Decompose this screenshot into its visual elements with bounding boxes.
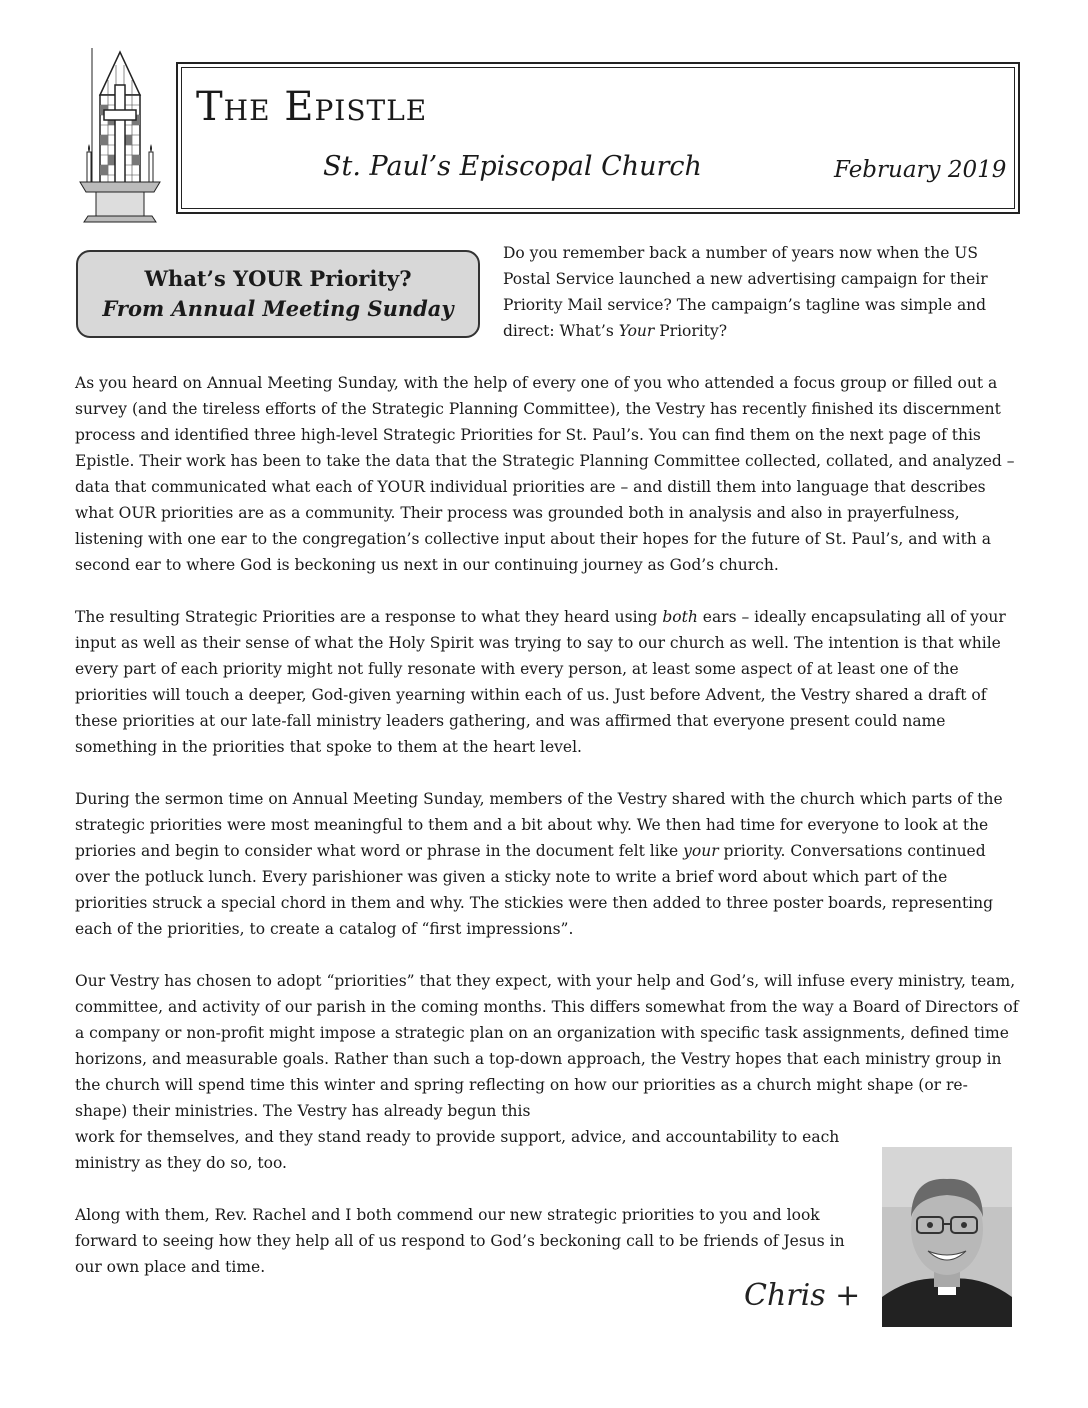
intro-text-end: Priority?	[654, 322, 728, 340]
paragraph-4	[75, 968, 1020, 1176]
paragraph-3-text: During the sermon time on Annual Meeting Sunday, members of the Vestry shared with the church which parts of the strategic priorities were most meaningful to them and a bit about why. We then had time for everyone to look at the priories and begin to consider what word or phrase in the document felt like	[75, 790, 1003, 860]
paragraph-4-text: Our Vestry has chosen to adopt “priorities” that they expect, with your help and God’s, will infuse every ministry, team, committee, and activity of our parish in the coming months. This differs somewhat from the way a Board of Directors of a company or non-profit might impose a strategic plan on an organization with specific task assignments, defined time horizons, and measurable goals. Rather than such a top-down approach, the Vestry hopes that each ministry group in the church will spend time this winter and spring reflecting on how our priorities as a church might shape (or re-shape) their ministries. The Vestry has already begun this	[75, 972, 1019, 1120]
church-window-logo	[70, 40, 170, 230]
paragraph-2	[75, 604, 1020, 760]
paragraph-3-text-end: priority. Conversations continued over the potluck lunch. Every parishioner was given a sticky note to write a brief word about which part of the priorities struck a special chord in them and why. The stickies were then added to three poster boards, representing each of the priorities, to create a catalog of “first impressions”.	[75, 842, 994, 938]
newsletter-title: The Epistle	[196, 84, 428, 130]
church-name: St. Paul’s Episcopal Church	[323, 151, 702, 182]
intro-emphasis: Your	[618, 322, 655, 340]
intro-text: Do you remember back a number of years now when the US Postal Service launched a new advertising campaign for their Priority Mail service? The campaign’s tagline was simple and direct: What’s	[503, 244, 988, 340]
paragraph-2-text: The resulting Strategic Priorities are a response to what they heard using	[75, 608, 663, 626]
article-title: What’s YOUR Priority?	[144, 266, 412, 291]
article-body	[75, 370, 1020, 1306]
article-heading-box	[76, 250, 480, 338]
paragraph-5: Along with them, Rev. Rachel and I both commend our new strategic priorities to you and look forward to seeing how they help all of us respond to God’s beckoning call to be friends of Jesus in our own place and time.	[75, 1206, 845, 1276]
paragraph-4-tail: work for themselves, and they stand ready to provide support, advice, and accountability to each ministry as they do so, too.	[75, 1128, 840, 1172]
rector-photo	[882, 1147, 1012, 1327]
intro-paragraph	[503, 240, 1023, 344]
signature: Chris +	[744, 1278, 861, 1313]
paragraph-3	[75, 786, 1020, 942]
paragraph-2-text-end: ears – ideally encapsulating all of your input as well as their sense of what the Holy Spirit was trying to say to our church as well. The intention is that while every part of each priority might not fully resonate with every person, at least some aspect of at least one of the priorities will touch a deeper, God-given yearning within each of us. Just before Advent, the Vestry shared a draft of these priorities at our late-fall ministry leaders gathering, and was affirmed that everyone present could name something in the priorities that spoke to them at the heart level.	[75, 608, 1006, 756]
paragraph-2-emphasis: both	[662, 608, 698, 626]
paragraph-3-emphasis: your	[683, 842, 719, 860]
article-subtitle: From Annual Meeting Sunday	[102, 296, 454, 321]
paragraph-1: As you heard on Annual Meeting Sunday, with the help of every one of you who attended a focus group or filled out a survey (and the tireless efforts of the Strategic Planning Committee), the Vestry has recently finished its discernment process and identified three high-level Strategic Priorities for St. Paul’s. You can find them on the next page of this Epistle. Their work has been to take the data that the Strategic Planning Committee collected, collated, and analyzed – data that communicated what each of YOUR individual priorities are – and distill them into language that describes what OUR priorities are as a community. Their process was grounded both in analysis and also in prayerfulness, listening with one ear to the congregation’s collective input about their hopes for the future of St. Paul’s, and with a second ear to where God is beckoning us next in our continuing journey as God’s church.	[75, 374, 1015, 574]
issue-date: February 2019	[834, 157, 1007, 183]
